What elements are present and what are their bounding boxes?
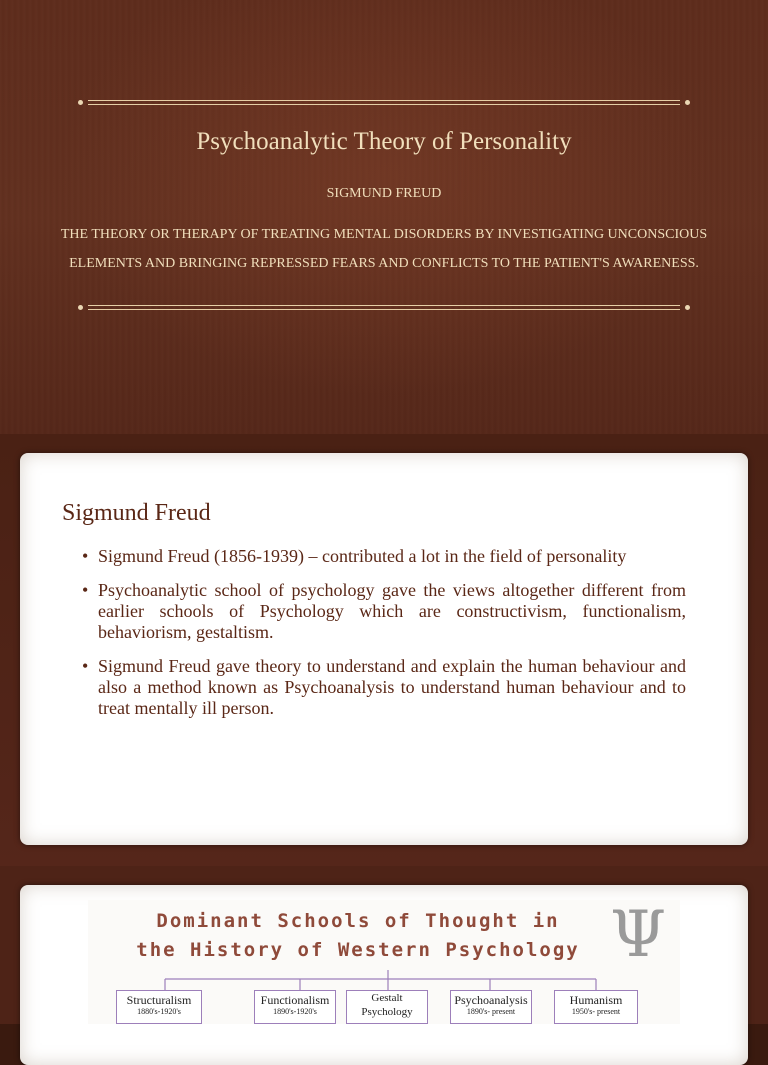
list-item <box>82 546 686 567</box>
school-name: Structuralism <box>126 993 192 1007</box>
bottom-ornament-rule <box>78 304 690 312</box>
bullet-list <box>82 546 686 732</box>
bullet-text: Psychoanalytic school of psychology gave the views altogether different from earlier schools of Psychology which are constructivism, functionalism, behaviorism, gestaltism. <box>98 580 686 642</box>
bullet-text: Sigmund Freud gave theory to understand and explain the human behaviour and also a method known as Psychoanalysis to understand human behaviour and to treat mentally ill person. <box>98 656 686 718</box>
bullet-icon: • <box>82 580 89 600</box>
bullet-text: Sigmund Freud (1856-1939) – contributed a lot in the field of personality <box>98 546 627 566</box>
school-name: Gestalt Psychology <box>361 992 413 1018</box>
definition-line-2: ELEMENTS AND BRINGING REPRESSED FEARS AND CONFLICTS TO THE PATIENT'S AWARENESS. <box>69 256 699 271</box>
bullet-icon: • <box>82 656 89 676</box>
slide-title: Psychoanalytic Theory of Personality <box>196 128 572 155</box>
schools-diagram <box>88 900 680 1024</box>
school-node-humanism <box>554 990 638 1024</box>
diagram-title-line-2: the History of Western Psychology <box>136 939 580 961</box>
school-name: Humanism <box>569 993 623 1007</box>
bullet-icon: • <box>82 546 89 566</box>
definition-line-1: THE THEORY OR THERAPY OF TREATING MENTAL DISORDERS BY INVESTIGATING UNCONSCIOUS <box>60 227 708 242</box>
school-years: 1890's-1920's <box>273 1007 317 1016</box>
school-name: Functionalism <box>260 993 330 1007</box>
school-node-psychoanalysis <box>450 990 532 1024</box>
school-years: 1880's-1920's <box>137 1007 181 1016</box>
school-node-structuralism <box>116 990 202 1024</box>
slide-subtitle: SIGMUND FREUD <box>326 186 442 201</box>
list-item <box>82 580 686 643</box>
top-ornament-rule <box>78 99 690 107</box>
slide-heading: Sigmund Freud <box>62 500 211 526</box>
diagram-title-line-1: Dominant Schools of Thought in <box>156 910 560 932</box>
school-node-gestalt <box>346 990 428 1024</box>
title-slide <box>0 0 768 434</box>
list-item <box>82 656 686 719</box>
school-years: 1950's- present <box>571 1007 621 1016</box>
definition-text <box>40 220 728 278</box>
school-name: Psychoanalysis <box>454 993 528 1007</box>
school-node-functionalism <box>254 990 336 1024</box>
school-years: 1890's- present <box>466 1007 516 1016</box>
psi-icon: Ψ <box>610 898 667 972</box>
